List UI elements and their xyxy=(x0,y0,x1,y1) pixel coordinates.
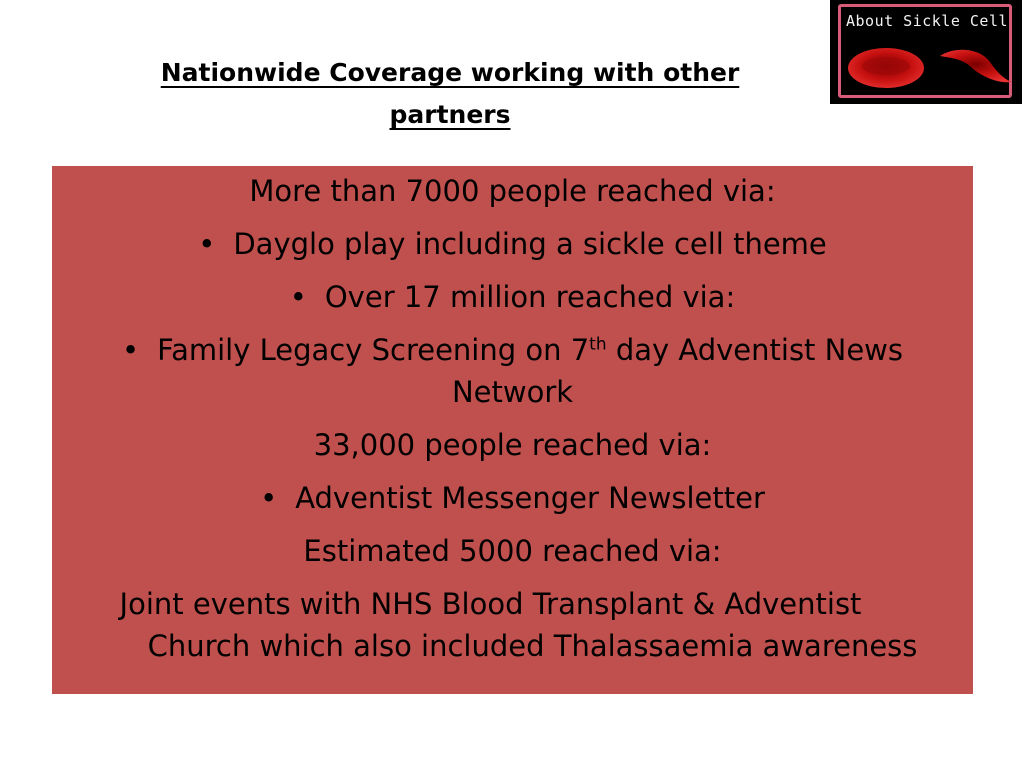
reach-line-1: More than 7000 people reached via: xyxy=(249,174,776,208)
bullet-item-family-legacy xyxy=(52,329,973,371)
bullet-text-family-legacy-pre: Family Legacy Screening on 7 xyxy=(157,333,590,367)
round-cell-center xyxy=(862,57,910,75)
bullet-text-messenger: Adventist Messenger Newsletter xyxy=(295,481,765,515)
slide-title xyxy=(120,52,780,136)
slide-title-line-2: partners xyxy=(389,100,511,129)
red-blood-cells-icon xyxy=(830,0,1022,104)
joint-events-line-1: Joint events with NHS Blood Transplant & Adventist xyxy=(119,587,862,621)
reach-line-3: Estimated 5000 reached via: xyxy=(303,534,722,568)
about-sickle-cell-logo xyxy=(830,0,1022,104)
joint-events-line-2: Church which also included Thalassaemia awareness xyxy=(147,629,918,663)
bullet-item-messenger xyxy=(52,477,973,519)
bullet-item-17-million xyxy=(52,276,973,318)
bullet-item-dayglo xyxy=(52,223,973,265)
bullet-text-17-million: Over 17 million reached via: xyxy=(324,280,736,314)
sickle-cell-shape xyxy=(940,50,1012,83)
slide-title-line-1: Nationwide Coverage working with other xyxy=(160,58,740,87)
bullet-text-family-legacy-post: day Adventist News xyxy=(606,333,904,367)
reach-line-2: 33,000 people reached via: xyxy=(313,428,712,462)
content-panel xyxy=(52,166,973,694)
bullet-text-family-legacy-sup: th xyxy=(589,334,607,355)
bullet-text-dayglo: Dayglo play including a sickle cell theme xyxy=(233,227,827,261)
bullet-item-family-legacy-cont: Network xyxy=(451,375,574,409)
logo-text: About Sickle Cell xyxy=(846,12,1009,30)
